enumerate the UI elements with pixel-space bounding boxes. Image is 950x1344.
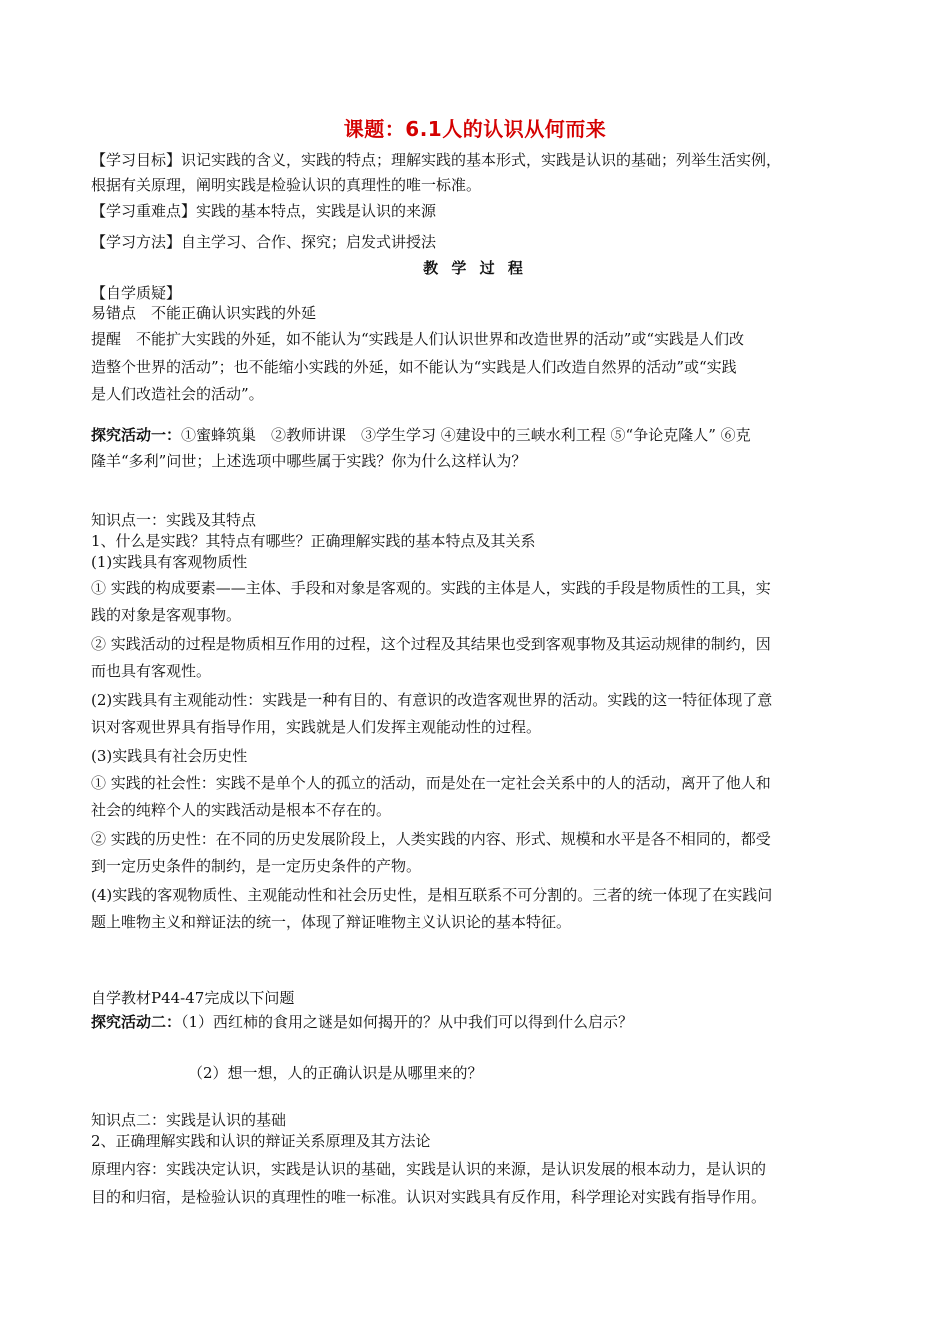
activity-2-line-1 [91,1012,871,1032]
knowledge-1-question: 1、什么是实践？其特点有哪些？正确理解实践的基本特点及其关系 [91,532,536,550]
learning-method: 【学习方法】自主学习、合作、探究；启发式讲授法 [91,233,437,251]
process-heading: 教 学 过 程 [423,259,527,277]
activity-1-line-2: 隆羊“多利”问世；上述选项中哪些属于实践？你为什么这样认为？ [91,452,527,470]
point-3-title: (3)实践具有社会历史性 [91,747,248,765]
point-1a-line-2: 践的对象是客观事物。 [91,606,242,624]
learning-goal-line-1: 【学习目标】识记实践的含义，实践的特点；理解实践的基本形式，实践是认识的基础；列举生活实例， [91,151,782,169]
point-3a-line-2: 社会的纯粹个人的实践活动是根本不存在的。 [91,801,392,819]
knowledge-2-question: 2、正确理解实践和认识的辩证关系原理及其方法论 [91,1132,431,1150]
point-1b-line-1: ② 实践活动的过程是物质相互作用的过程，这个过程及其结果也受到客观事物及其运动规律的制约，因 [91,635,771,653]
reminder-line-3: 是人们改造社会的活动”。 [91,385,264,403]
point-3b-line-1: ② 实践的历史性：在不同的历史发展阶段上，人类实践的内容、形式、规模和水平是各不相同的，都受 [91,830,771,848]
principle-line-1: 原理内容：实践决定认识，实践是认识的基础，实践是认识的来源，是认识发展的根本动力，是认识的 [91,1160,767,1178]
point-4-line-2: 题上唯物主义和辩证法的统一，体现了辩证唯物主义认识论的基本特征。 [91,913,572,931]
learning-goal-line-2: 根据有关原理，阐明实践是检验认识的真理性的唯一标准。 [91,176,482,194]
knowledge-2-heading: 知识点二：实践是认识的基础 [91,1111,287,1129]
self-study-heading: 【自学质疑】 [91,284,182,302]
activity-2-question-2: （2）想一想，人的正确认识是从哪里来的？ [188,1064,483,1082]
activity-1-line-1 [91,425,871,445]
knowledge-1-heading: 知识点一：实践及其特点 [91,511,257,529]
point-2-line-1: (2)实践具有主观能动性：实践是一种有目的、有意识的改造客观世界的活动。实践的这一特征体现了意 [91,691,773,709]
point-3a-line-1: ① 实践的社会性：实践不是单个人的孤立的活动，而是处在一定社会关系中的人的活动，离开了他人和 [91,774,771,792]
learning-focus: 【学习重难点】实践的基本特点，实践是认识的来源 [91,202,437,220]
principle-line-2: 目的和归宿，是检验认识的真理性的唯一标准。认识对实践具有反作用，科学理论对实践有指导作用。 [91,1188,767,1206]
reminder-line-2: 造整个世界的活动”；也不能缩小实践的外延，如不能认为“实践是人们改造自然界的活动”或“实践 [91,358,737,376]
error-point: 易错点 不能正确认识实践的外延 [91,304,317,322]
point-4-line-1: (4)实践的客观物质性、主观能动性和社会历史性，是相互联系不可分割的。三者的统一体现了在实践问 [91,886,773,904]
activity-2-label: 探究活动二： [91,1013,182,1031]
activity-1-label: 探究活动一： [91,426,182,444]
activity-2-question-1: （1）西红柿的食用之谜是如何揭开的？从中我们可以得到什么启示？ [181,1013,634,1031]
point-2-line-2: 识对客观世界具有指导作用，实践就是人们发挥主观能动性的过程。 [91,718,542,736]
reminder-line-1: 提醒 不能扩大实践的外延，如不能认为“实践是人们认识世界和改造世界的活动”或“实践是人们改 [91,330,745,348]
activity-1-text: ①蜜蜂筑巢 ②教师讲课 ③学生学习 ④建设中的三峡水利工程 ⑤“争论克隆人” ⑥克 [181,426,751,444]
point-1a-line-1: ① 实践的构成要素——主体、手段和对象是客观的。实践的主体是人，实践的手段是物质性的工具，实 [91,579,771,597]
point-1b-line-2: 而也具有客观性。 [91,662,212,680]
point-1-title: (1)实践具有客观物质性 [91,553,248,571]
lesson-title: 课题：6.1人的认识从何而来 [343,117,607,141]
textbook-note: 自学教材P44-47完成以下问题 [91,989,295,1007]
point-3b-line-2: 到一定历史条件的制约，是一定历史条件的产物。 [91,857,422,875]
